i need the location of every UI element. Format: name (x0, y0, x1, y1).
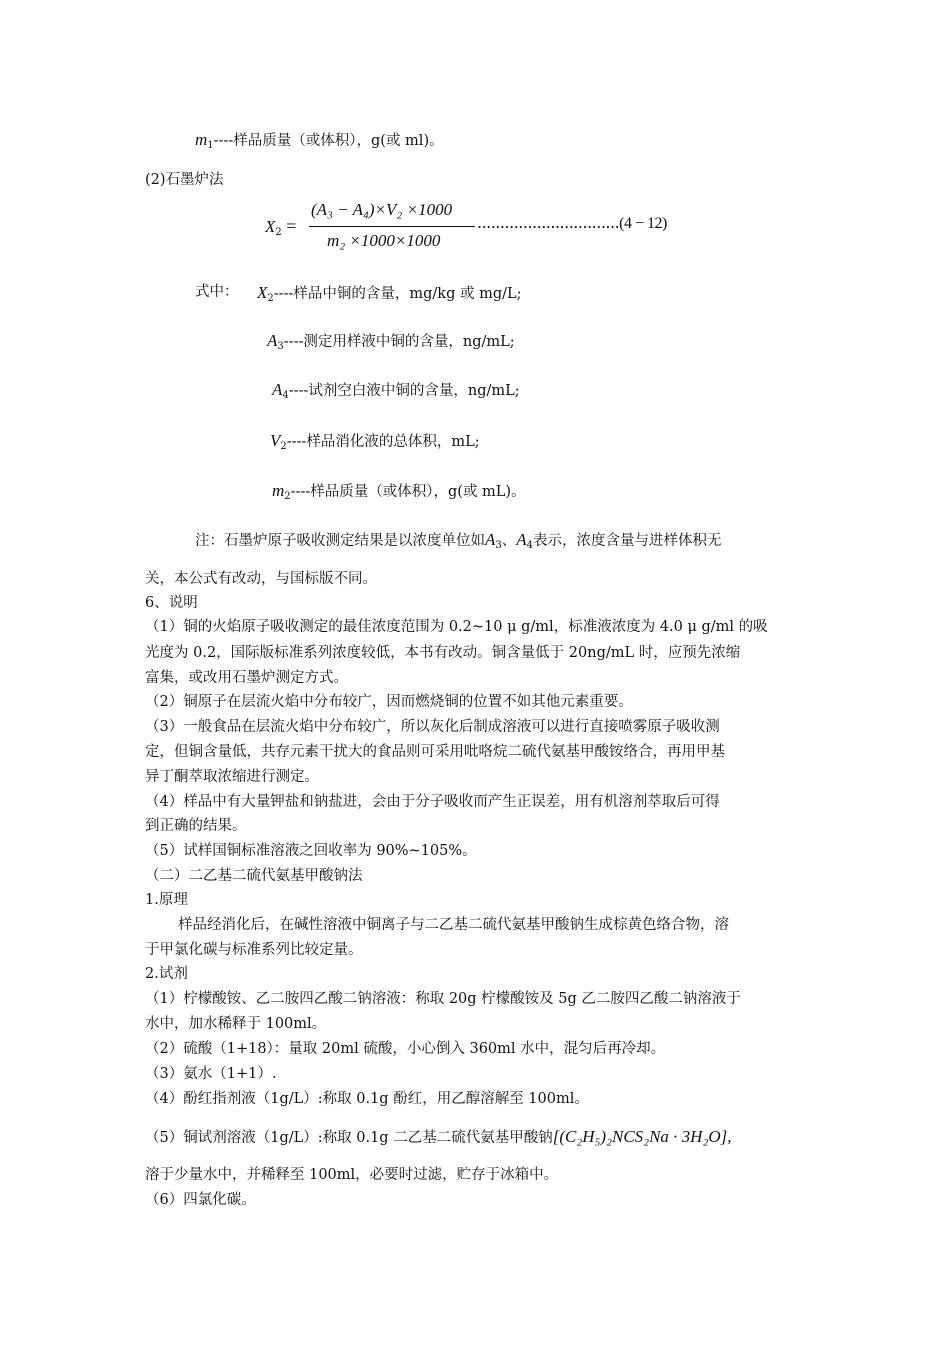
definition-text: ----样品质量（或体积），g(或 ml)。 (213, 133, 444, 149)
text-line: 异丁酮萃取浓缩进行测定。 (145, 769, 319, 785)
text-line: （6）四氯化碳。 (145, 1192, 256, 1208)
section-heading-principle: 1.原理 (145, 892, 188, 908)
section-heading-graphite-furnace: (2)石墨炉法 (145, 172, 224, 188)
section-heading-notes: 6、说明 (145, 595, 198, 611)
note-line-1: 注：石墨炉原子吸收测定结果是以浓度单位如$A_3$、$A_4$表示，浓度含量与进样体积无 (195, 530, 722, 551)
definition-m2: $m_2----$样品质量（或体积），g(或 mL)。 (272, 481, 526, 502)
text-line: 定，但铜含量低，共存元素干扰大的食品则可采用吡咯烷二硫代氨基甲酸铵络合，再用甲基 (145, 744, 725, 760)
where-label: 式中： (195, 284, 239, 300)
fraction-bar (309, 226, 475, 227)
section-heading-method-2: （二）二乙基二硫代氨基甲酸钠法 (145, 868, 363, 884)
text-line: 富集，或改用石墨炉测定方式。 (145, 670, 348, 686)
definition-a4: $A_4----$试剂空白液中铜的含量，ng/mL; (272, 380, 520, 401)
formula-numerator: (A₃ − A₄)×V₂ ×1000 (311, 200, 453, 219)
text-line: 水中，加水稀释于 100ml。 (145, 1016, 327, 1032)
definition-v2: $V_2----$样品消化液的总体积，mL; (270, 431, 480, 452)
text-line: 光度为 0.2，国际版标准系列浓度较低，本书有改动。铜含量低于 20ng/mL 时，应预先浓缩 (145, 645, 741, 661)
definition-a3: $A_3----$测定用样液中铜的含量，ng/mL; (267, 331, 515, 352)
text-line: （3）氨水（1+1）. (145, 1066, 277, 1082)
formula-denominator: m₂ ×1000×1000 (327, 231, 441, 250)
section-heading-reagents: 2.试剂 (145, 966, 188, 982)
text-line: （5）试样国铜标准溶液之回收率为 90%~105%。 (145, 843, 477, 859)
text-line: （3）一般食品在层流火焰中分布较广，所以灰化后制成溶液可以进行直接喷雾原子吸收测 (145, 719, 720, 735)
text-line: （2）硫酸（1+18）：量取 20ml 硫酸，小心倒入 360ml 水中，混匀后再冷却。 (145, 1041, 666, 1057)
reagent-5-line: （5）铜试剂溶液（1g/L）:称取 0.1g 二乙基二硫代氨基甲酸钠[(C₂H₅)₂NCS₂Na · 3H₂O], (145, 1127, 732, 1146)
text-line: （1）铜的火焰原子吸收测定的最佳浓度范围为 0.2~10 μ g/ml，标准液浓度为 4.0 μ g/ml 的吸 (145, 619, 768, 635)
text-line: 到正确的结果。 (145, 818, 247, 834)
note-line-2: 关，本公式有改动，与国标版不同。 (145, 571, 377, 587)
text-line: （1）柠檬酸铵、乙二胺四乙酸二钠溶液：称取 20g 柠檬酸铵及 5g 乙二胺四乙酸二钠溶液于 (145, 991, 741, 1007)
definition-x2: $X_2----$样品中铜的含量，mg/kg 或 mg/L; (257, 283, 522, 304)
m1-definition (195, 130, 444, 152)
text-line: 溶于少量水中，并稀释至 100ml，必要时过滤，贮存于冰箱中。 (145, 1167, 559, 1183)
text-line: （2）铜原子在层流火焰中分布较广，因而燃烧铜的位置不如其他元素重要。 (145, 694, 633, 710)
reagent-formula: [(C₂H₅)₂NCS₂Na · 3H₂O], (552, 1127, 732, 1146)
symbol: m (195, 130, 208, 149)
text-line: 于甲氯化碳与标准系列比较定量。 (145, 942, 363, 958)
formula-lhs: $X_2$ = (265, 216, 297, 238)
formula-number: ...............................(4 − 12) (477, 213, 667, 232)
text-line: （4）样品中有大量钾盐和钠盐进，会由于分子吸收而产生正误差，用有机溶剂萃取后可得 (145, 794, 720, 810)
formula-4-12 (265, 200, 705, 260)
text-line: （4）酚红指剂液（1g/L）:称取 0.1g 酚红，用乙醇溶解至 100ml。 (145, 1091, 589, 1107)
text-line: 样品经消化后，在碱性溶液中铜离子与二乙基二硫代氨基甲酸钠生成棕黄色络合物，溶 (178, 917, 729, 933)
subscript: 1 (207, 140, 214, 151)
